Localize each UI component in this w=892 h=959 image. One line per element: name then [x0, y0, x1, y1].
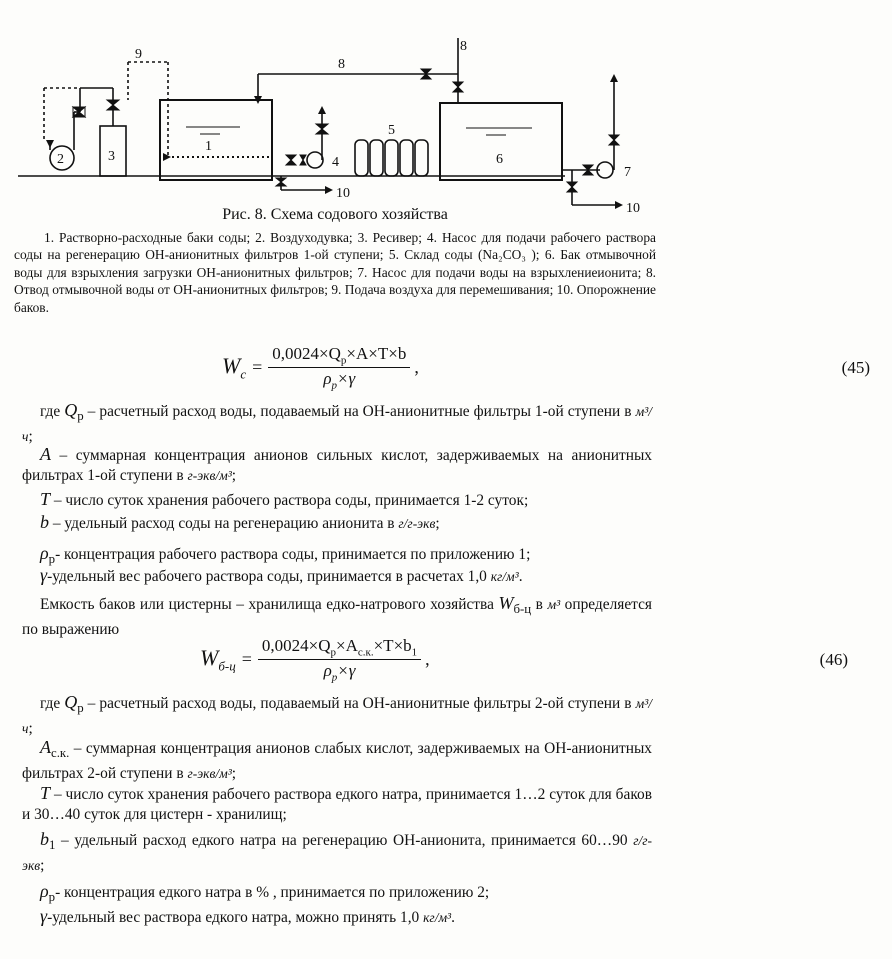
label-2: 2 — [57, 152, 64, 167]
pump-4 — [307, 152, 323, 168]
eq45-lhs: $W_c$ — [222, 353, 247, 382]
label-10-left: 10 — [336, 186, 350, 201]
para-b1: $b_1$ – удельный расход едкого натра на регенерацию ОН-анионита, принимается 60…90 г/г-экв; — [22, 829, 652, 874]
para-ask: $A_{с.к.}$ – суммарная концентрация анионов слабых кислот, задерживаемых на ОН-анионитных фильтрах 2-ой ступени в г-экв/м³; — [22, 737, 652, 782]
label-1: 1 — [205, 139, 212, 154]
para-qp-2: где $Q_p$ – расчетный расход воды, подаваемый на ОН-анионитные фильтры 2-ой ступени в м³/ч; — [22, 692, 653, 737]
eq46-numerator: $0,0024\times Q_p\times A_{с.к.}\times T\times b_1$ — [258, 636, 421, 660]
label-5: 5 — [388, 123, 395, 138]
para-gamma-1: γ-удельный вес рабочего раствора соды, принимается в расчетах 1,0 кг/м³. — [40, 565, 523, 585]
eq45-number: (45) — [841, 357, 870, 377]
tank-6 — [440, 103, 562, 180]
label-8-line: 8 — [338, 57, 345, 72]
eq46-denominator: $\rho_p\times\gamma$ — [323, 661, 356, 684]
label-7: 7 — [624, 165, 631, 180]
eq46-number: (46) — [819, 649, 848, 669]
label-6: 6 — [496, 152, 503, 167]
para-rho-1: $\rho_p-$ концентрация рабочего раствора соды, принимается по приложению 1; — [40, 543, 531, 567]
para-rho-2: $\rho_p-$ концентрация едкого натра в % , принимается по приложению 2; — [40, 881, 490, 905]
equation-45: $W_c$ = $\frac{0,0024\times Q_p\times A\times T\times b}{\rho_p\times\gamma}$ , (45) — [222, 344, 870, 392]
para-gamma-2: γ-удельный вес раствора едкого натра, можно принять 1,0 кг/м³. — [40, 906, 455, 926]
para-capacity: Емкость баков или цистерны – хранилища едко-натрового хозяйства $W_{б-ц}$ в м³ определяется по выражению — [22, 593, 652, 638]
soda-storage-5 — [355, 140, 428, 176]
para-b: b – удельный расход соды на регенерацию анионита в г/г-экв; — [40, 512, 440, 532]
para-a: A – суммарная концентрация анионов сильных кислот, задерживаемых на анионитных фильтрах 1-ой ступени в г-экв/м³; — [22, 444, 652, 484]
label-9: 9 — [135, 47, 142, 62]
label-4: 4 — [332, 155, 339, 170]
figure-caption: Рис. 8. Схема содового хозяйства — [222, 206, 448, 223]
equation-46: $W_{б-ц}$ = $\frac{0,0024\times Q_p\times A_{с.к.}\times T\times b_1}{\rho_p\times\gamma}$ , (46) — [200, 636, 848, 684]
soda-facility-diagram — [0, 0, 670, 222]
eq45-numerator: $0,0024\times Q_p\times A\times T\times b$ — [268, 344, 410, 368]
label-8-top: 8 — [460, 39, 467, 54]
label-10-right: 10 — [626, 201, 640, 216]
tank-1 — [160, 100, 272, 180]
para-qp-1: где $Q_p$ – расчетный расход воды, подаваемый на ОН-анионитные фильтры 1-ой ступени в м³/ч; — [22, 400, 653, 445]
para-t-1: T – число суток хранения рабочего раствора соды, принимается 1-2 суток; — [40, 489, 529, 509]
eq45-denominator: $\rho_p\times\gamma$ — [323, 369, 356, 392]
figure-legend: 1. Растворно-расходные баки соды; 2. Воздуходувка; 3. Ресивер; 4. Насос для подачи рабочего раствора соды на регенерацию ОН-анионитных фильтров 1-ой ступени; 5. Склад соды (Na₂CO₃ ); 6. Бак отмывочной воды для взрыхления загрузки ОН-анионитных фильтров; 7. Насос для подачи воды на взрыхлениеионита; 8. Отвод отмывочной воды от ОН-анионитных фильтров; 9. Подача воздуха для перемешивания; 10. Опорожнение баков. — [14, 230, 656, 315]
label-3: 3 — [108, 149, 115, 164]
para-t-2: T – число суток хранения рабочего раствора едкого натра, принимается 1…2 суток для баков и 30…40 суток для цистерн - хранилищ; — [22, 783, 652, 823]
eq46-lhs: $W_{б-ц}$ — [200, 645, 236, 674]
